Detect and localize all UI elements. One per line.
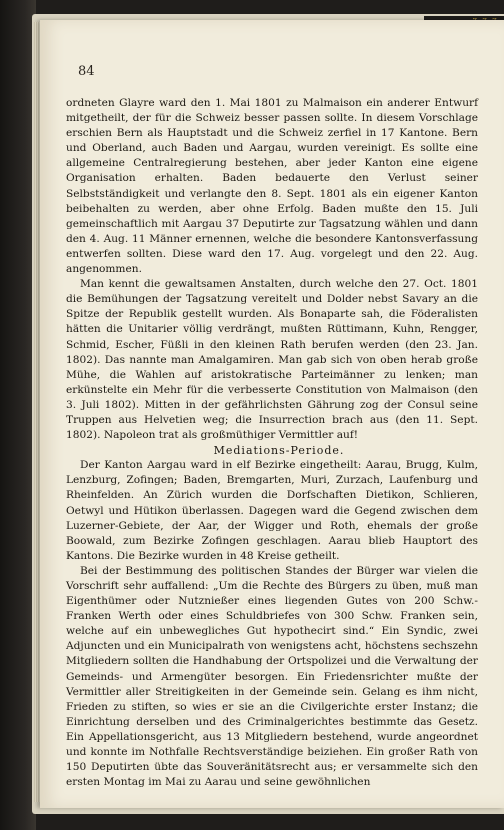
- paragraph-1: ordneten Glayre ward den 1. Mai 1801 zu Malmaison ein anderer Entwurf mitgetheilt, der für die Schweiz besser passen sollte. In diesem Vorschlage erschien Bern als Hauptstadt und die Schweiz zerfiel in 17 Kantone. Bern und Oberland, auch Baden und Aargau, wurden vereinigt. Es sollte eine allgemeine Centralregierung bestehen, aber jeder Kanton eine eigene Organisation erhalten. Baden bedauerte den Verlust seiner Selbstständigkeit und verlangte den 8. Sept. 1801 als ein eigener Kanton beibehalten zu werden, aber ohne Erfolg. Baden mußte den 15. Juli gemeinschaftlich mit Aargau 37 Deputirte zur Tagsatzung wählen und dann den 4. Aug. 11 Männer ernennen, welche die besondere Kantonsverfassung entwerfen sollten. Diese ward den 17. Aug. vorgelegt und den 22. Aug. angenommen.: [66, 97, 478, 276]
- book-spine: [0, 0, 36, 830]
- page-text: [66, 96, 478, 790]
- paragraph-4: Bei der Bestimmung des politischen Standes der Bürger war vielen die Vorschrift sehr auffallend: „Um die Rechte des Bürgers zu üben, muß man Eigenthümer oder Nutznießer eines liegenden Gutes von 200 Schw.-Franken Werth oder eines Schuldbriefes von 300 Schw. Franken sein, welche auf ein unbeweglichеs Gut hypothecirt sind.“ Ein Syndic, zwei Adjuncten und ein Municipalrath von wenigstens acht, höchstens sechszehn Mitgliedern sollten die Handhabung der Ortspolizei und die Verwaltung der Gemeinds- und Armengüter besorgen. Ein Friedensrichter mußte der Vermittler aller Streitigkeiten in der Gemeinde sein. Gelang es ihm nicht, Frieden zu stiften, so wies er sie an die Civilgerichte erster Instanz; die Einrichtung derselben und des Criminalgerichtes bestimmte das Gesetz. Ein Appellationsgericht, aus 13 Mitgliedern bestehend, wurde angeordnet und konnte im Nothfalle Rechtsverständige beiziehen. Ein großer Rath von 150 Deputirten übte das Souveränitätsrecht aus; er versammelte sich den ersten Montag im Mai zu Aarau und seine gewöhnlichen: [66, 564, 478, 789]
- page-number: 84: [78, 64, 95, 79]
- section-heading: Mediations-Periode.: [213, 444, 345, 458]
- paragraph-2: Man kennt die gewaltsamen Anstalten, durch welche den 27. Oct. 1801 die Bemühungen der Tagsatzung vereitelt und Dolder nebst Savary an die Spitze der Republik gestellt wurden. Als Bonaparte sah, die Föderalisten hätten die Unitarier völlig verdrängt, mußten Rüttimann, Kuhn, Rengger, Schmid, Escher, Füßli in den kleinen Rath berufen werden (den 23. Jan. 1802). Das nannte man Amalgamiren. Man gab sich von oben herab große Mühe, die Wahlen auf aristokratische Parteimänner zu lenken; man erkünstelte ein Mehr für die verbesserte Constitution von Malmaison (den 3. Juli 1802). Mitten in der gefährlichsten Gährung zog der Consul seine Truppen aus Helvetien weg; die Insurrection brach aus (den 11. Sept. 1802). Napoleon trat als großmüthiger Vermittler auf!: [66, 278, 478, 442]
- paragraph-3: Der Kanton Aargau ward in elf Bezirke eingetheilt: Aarau, Brugg, Kulm, Lenzburg, Zofingen; Baden, Bremgarten, Muri, Zurzach, Laufenburg und Rheinfelden. An Zürich wurden die Dorfschaften Dietikon, Schlieren, Oetwyl und Hütikon überlassen. Dagegen ward die Gegend zwischen dem Luzerner-Gebiete, der Aar, der Wigger und Roth, ehemals der große Boowald, zum Bezirke Zofingen geschlagen. Aarau blieb Hauptort des Kantons. Die Bezirke wurden in 48 Kreise getheilt.: [66, 459, 478, 562]
